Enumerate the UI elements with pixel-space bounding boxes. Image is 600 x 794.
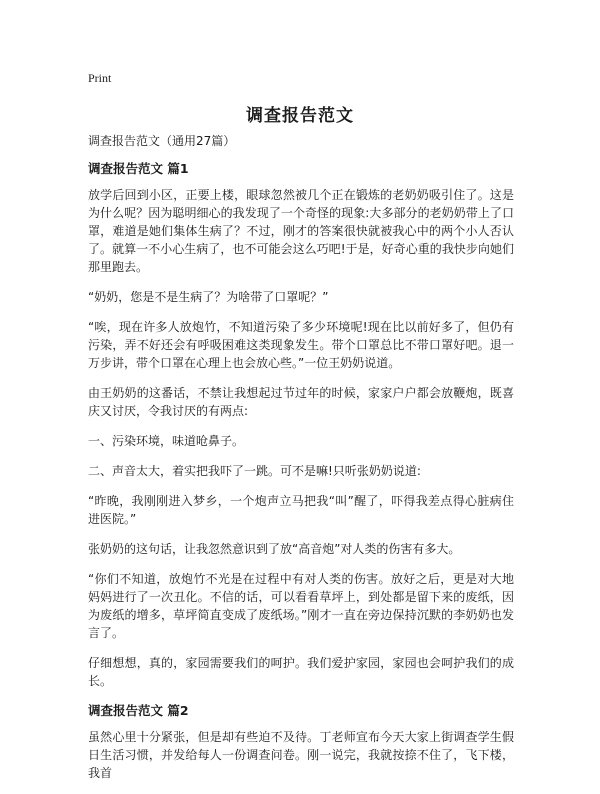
paragraph: 一、污染环境，味道呛鼻子。 xyxy=(88,434,245,448)
paragraph: 由王奶奶的这番话，不禁让我想起过节过年的时候，家家户户都会放鞭炮，既喜庆又讨厌，令我讨厌的有两点: xyxy=(88,386,514,418)
paragraph: 仔细想想，真的，家园需要我们的呵护。我们爱护家园，家园也会呵护我们的成长。 xyxy=(88,656,514,688)
page-title: 调查报告范文 xyxy=(246,106,354,126)
document-body xyxy=(88,132,514,794)
document-subtitle: 调查报告范文（通用27篇） xyxy=(88,134,236,148)
paragraph: “唉，现在许多人放炮竹，不知道污染了多少环境呢!现在比以前好多了，但仍有污染，弄不好还会有呼吸困难这类现象发生。带个口罩总比不带口罩好吧。退一万步讲，带个口罩在心理上也会放心些。”一位王奶奶说道。 xyxy=(88,320,514,370)
paragraph: “你们不知道，放炮竹不光是在过程中有对人类的伤害。放好之后，更是对大地妈妈进行了一次丑化。不信的话，可以看看草坪上，到处都是留下来的废纸，因为废纸的增多，草坪简直变成了废纸场。”刚才一直在旁边保持沉默的李奶奶也发言了。 xyxy=(88,572,514,640)
section-heading-2: 调查报告范文 篇2 xyxy=(88,703,189,718)
paragraph: 放学后回到小区，正要上楼，眼球忽然被几个正在锻炼的老奶奶吸引住了。这是为什么呢？因为聪明细心的我发现了一个奇怪的现象:大多部分的老奶奶带上了口罩，难道是她们集体生病了？不过，刚才的答案很快就被我心中的两个小人否认了。就算一不小心生病了，也不可能会这么巧吧!于是，好奇心重的我快步向她们那里跑去。 xyxy=(88,188,514,274)
print-label[interactable]: Print xyxy=(88,71,112,85)
paragraph: 二、声音太大，着实把我吓了一跳。可不是嘛!只听张奶奶说道: xyxy=(88,464,421,478)
paragraph: 张奶奶的这句话，让我忽然意识到了放“高音炮”对人类的伤害有多大。 xyxy=(88,542,461,556)
paragraph: “昨晚，我刚刚进入梦乡，一个炮声立马把我“叫”醒了，吓得我差点得心脏病住进医院。” xyxy=(88,494,514,526)
section-heading-1: 调查报告范文 篇1 xyxy=(88,161,189,176)
paragraph: “奶奶，您是不是生病了？为啥带了口罩呢？” xyxy=(88,290,329,304)
paragraph: 虽然心里十分紧张，但是却有些迫不及待。丁老师宣布今天大家上街调查学生假日生活习惯，并发给每人一份调查问卷。刚一说完，我就按捺不住了，飞下楼，我首 xyxy=(88,730,514,780)
